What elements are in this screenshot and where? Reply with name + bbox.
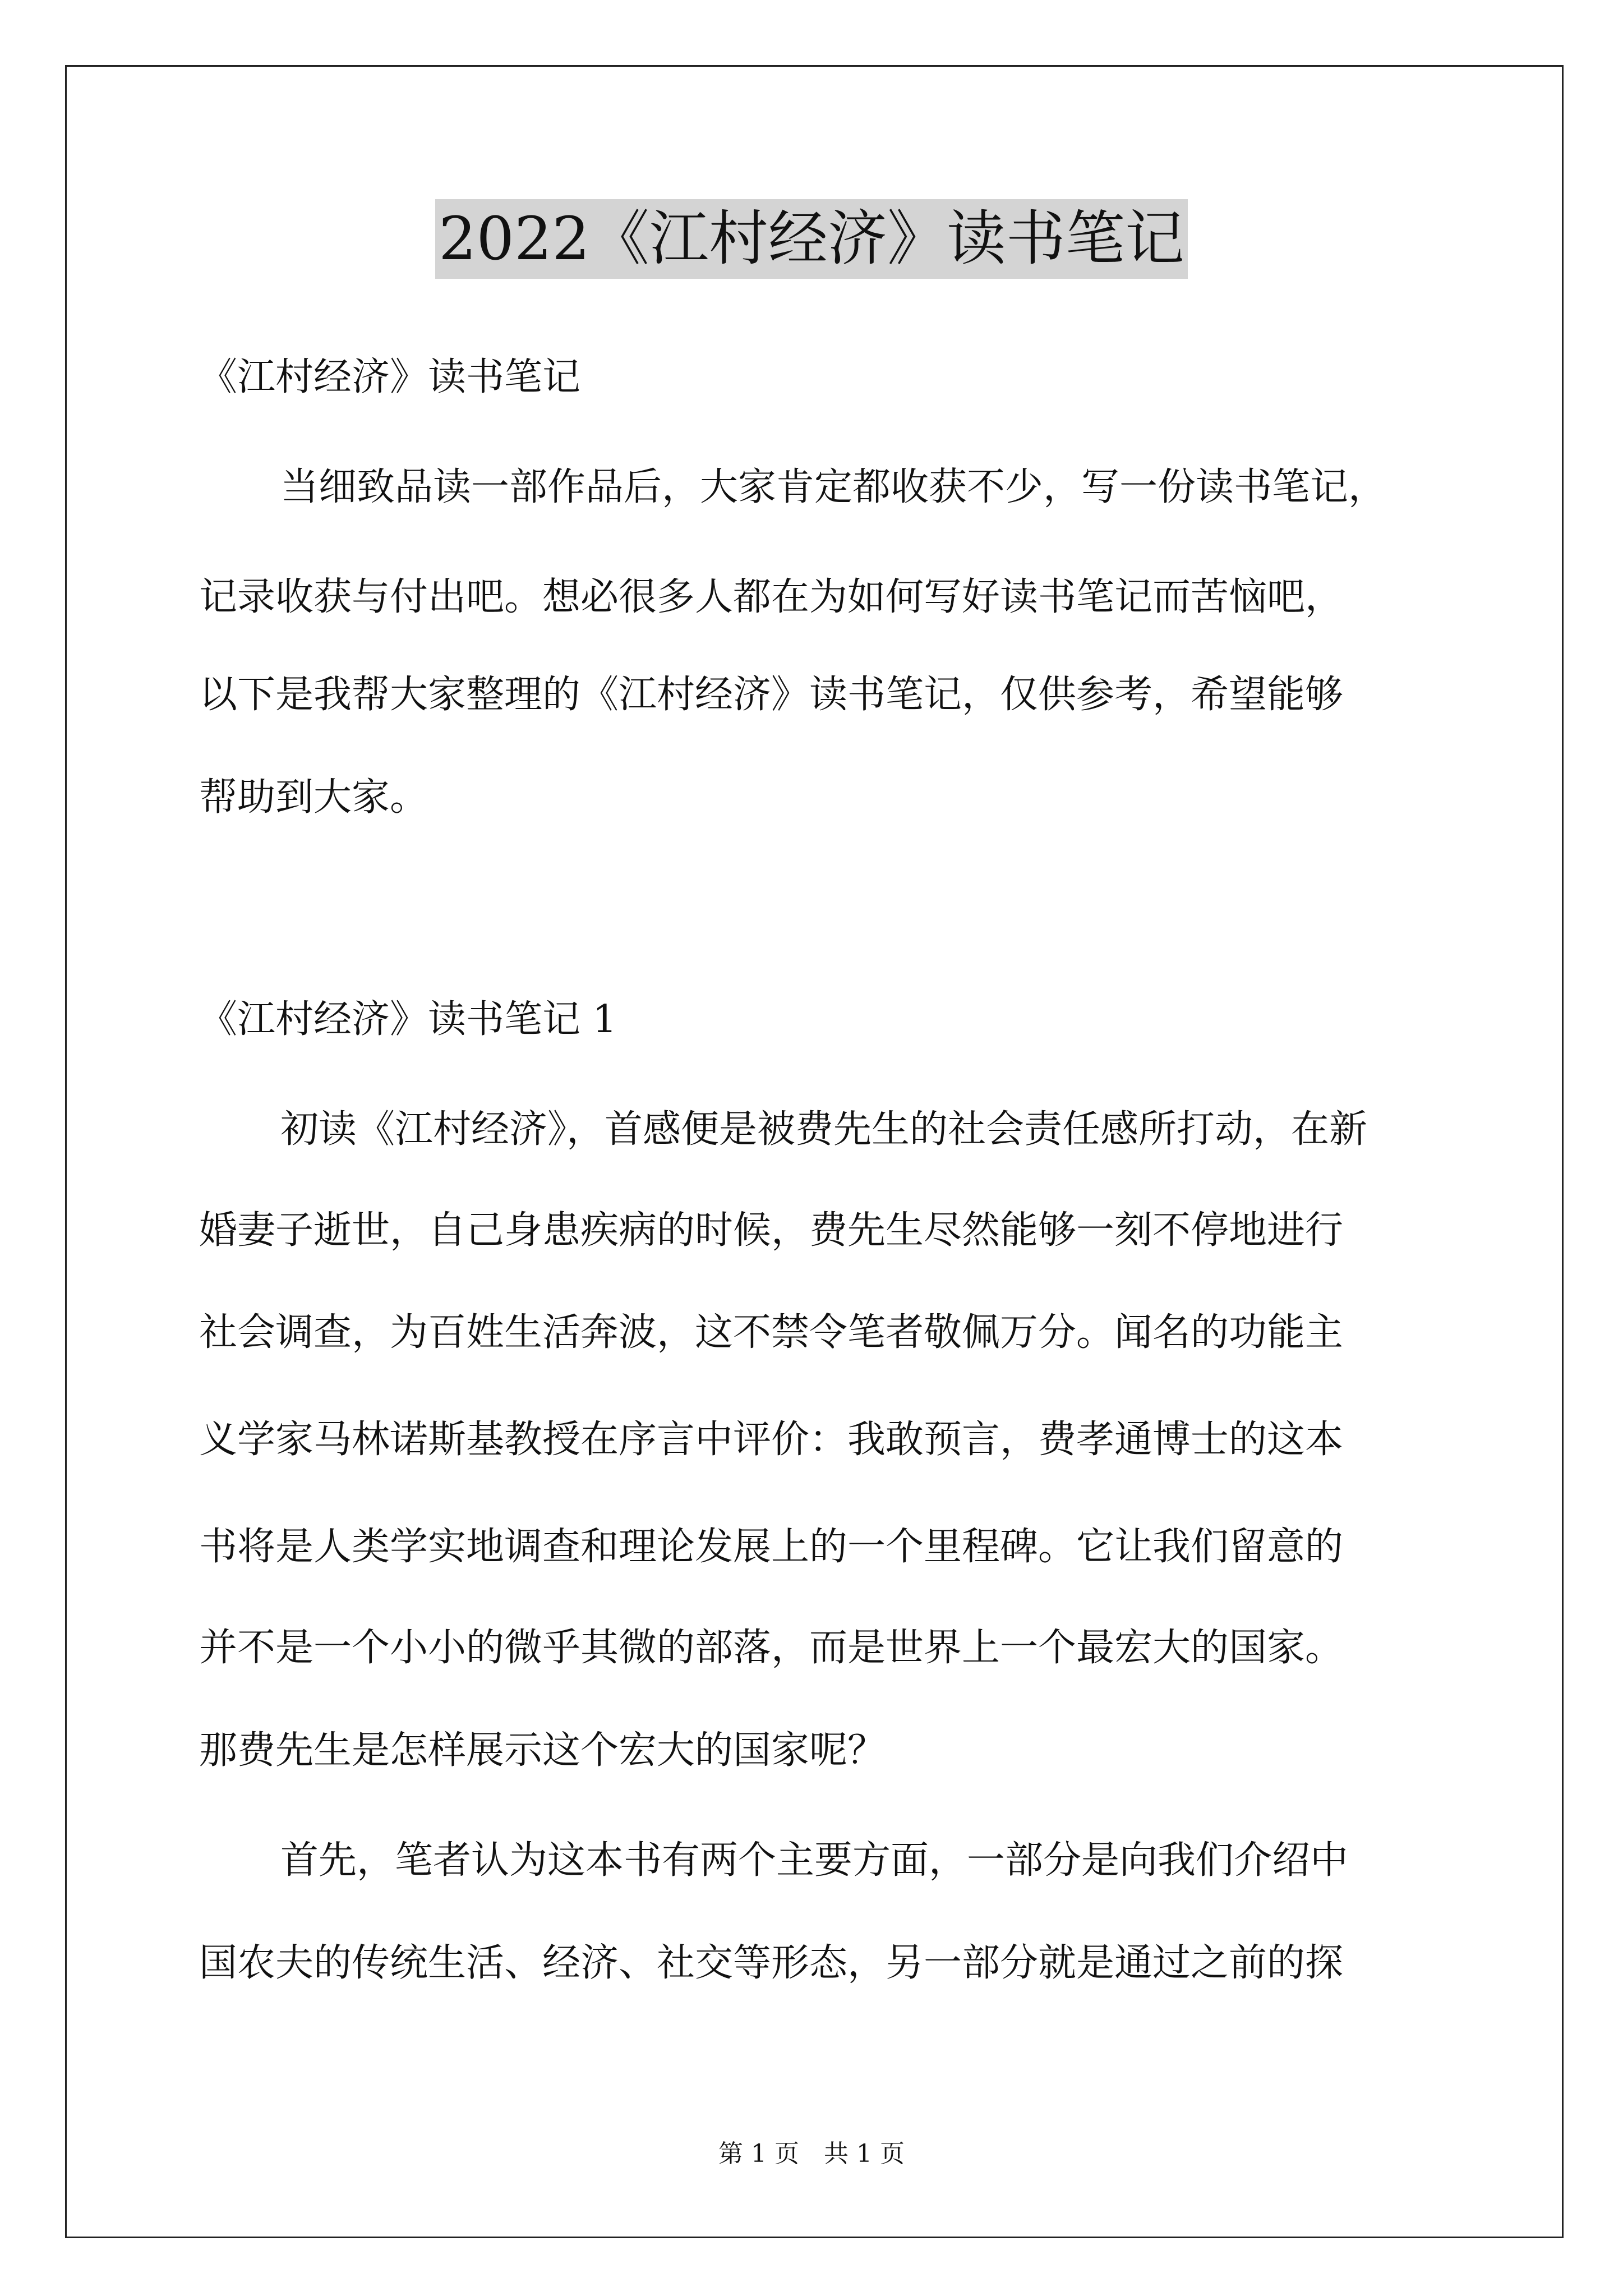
document-title: 2022《江村经济》读书笔记: [435, 199, 1188, 279]
para2-line-2: 国农夫的传统生活、经济、社交等形态，另一部分就是通过之前的探: [199, 1941, 1344, 1985]
intro-line-3: 以下是我帮大家整理的《江村经济》读书笔记，仅供参考，希望能够: [199, 673, 1344, 717]
intro-line-2: 记录收获与付出吧。想必很多人都在为如何写好读书笔记而苦恼吧，: [199, 575, 1344, 619]
para1-line-4: 义学家马林诺斯基教授在序言中评价：我敢预言，费孝通博士的这本: [199, 1418, 1344, 1462]
page-footer: 第 1 页 共 1 页: [718, 2139, 905, 2168]
intro-line-4: 帮助到大家。: [199, 775, 428, 820]
title-container: [0, 199, 1623, 279]
para1-line-7: 那费先生是怎样展示这个宏大的国家呢？: [199, 1728, 886, 1773]
para1-line-6: 并不是一个小小的微乎其微的部落，而是世界上一个最宏大的国家。: [199, 1626, 1344, 1670]
para1-line-2: 婚妻子逝世，自己身患疾病的时候，费先生尽然能够一刻不停地进行: [199, 1208, 1344, 1253]
subtitle: 《江村经济》读书笔记: [199, 355, 581, 399]
intro-line-1: 当细致品读一部作品后，大家肯定都收获不少，写一份读书笔记，: [280, 465, 1387, 509]
para1-line-5: 书将是人类学实地调查和理论发展上的一个里程碑。它让我们留意的: [199, 1525, 1344, 1569]
section-heading: 《江村经济》读书笔记 1: [199, 997, 617, 1042]
para1-line-3: 社会调查，为百姓生活奔波，这不禁令笔者敬佩万分。闻名的功能主: [199, 1310, 1344, 1355]
para2-line-1: 首先，笔者认为这本书有两个主要方面，一部分是向我们介绍中: [280, 1838, 1349, 1883]
para1-line-1: 初读《江村经济》，首感便是被费先生的社会责任感所打动，在新: [280, 1107, 1368, 1152]
